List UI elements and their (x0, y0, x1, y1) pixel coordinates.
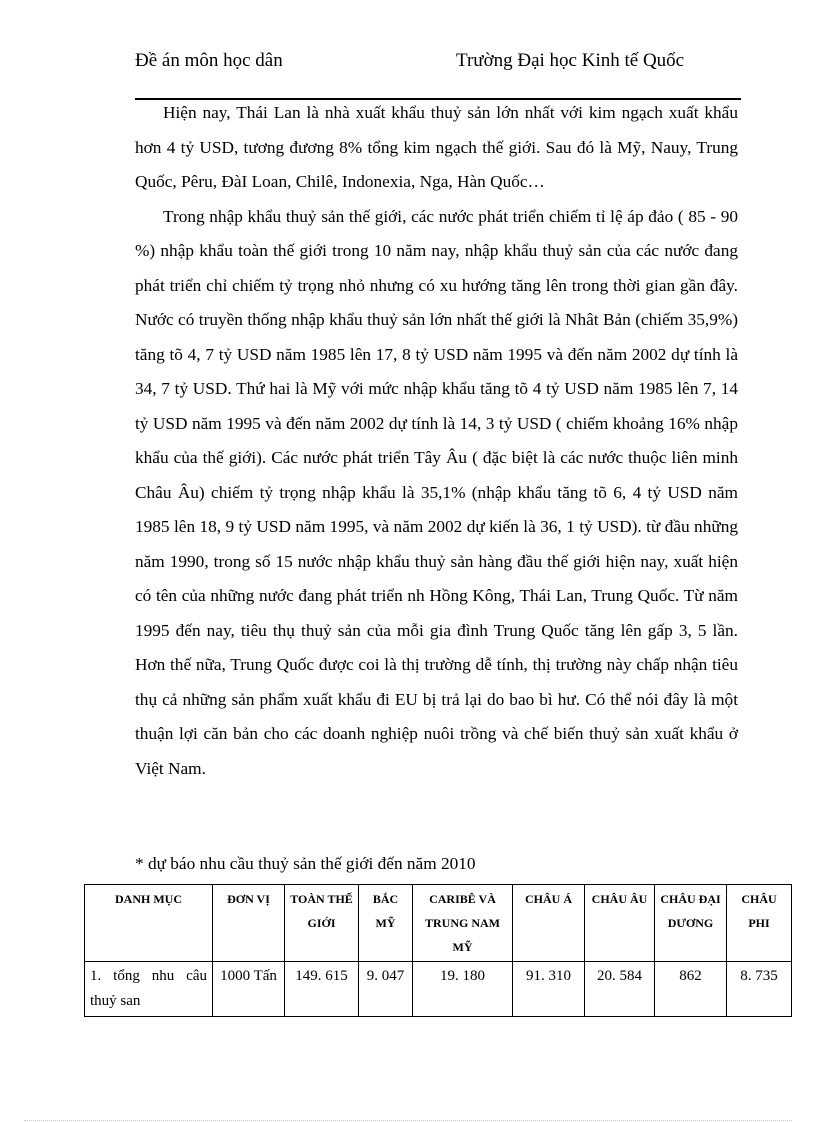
column-header: CHÂU ÂU (585, 885, 655, 962)
column-header: DANH MỤC (85, 885, 213, 962)
column-header: CHÂU Á (513, 885, 585, 962)
column-header: CARIBÊ VÀ TRUNG NAM MỸ (413, 885, 513, 962)
header-university-name: Trường Đại học Kinh tế Quốc (456, 50, 685, 71)
body-text (135, 96, 738, 786)
column-header: ĐƠN VỊ (213, 885, 285, 962)
column-header: BẮC MỸ (359, 885, 413, 962)
forecast-note: * dự báo nhu cầu thuỷ sản thế giới đến năm 2010 (135, 854, 476, 873)
table-cell: 9. 047 (359, 962, 413, 1017)
header-course-title: Đề án môn học dân (135, 50, 283, 71)
paragraph-imports: Trong nhập khẩu thuỷ sản thế giới, các nước phát triển chiếm tỉ lệ áp đảo ( 85 - 90 %) nhập khẩu toàn thế giới trong 10 năm nay, nhập khẩu thuỷ sản của các nước đang phát triển chỉ chiếm tỷ trọng nhỏ nhưng có xu hướng tăng lên trong thời gian gần đây. Nước có truyền thống nhập khẩu thuỷ sản lớn nhất thế giới là Nhât Bản (chiếm 35,9%) tăng tõ 4, 7 tỷ USD năm 1985 lên 17, 8 tỷ USD năm 1995 và đến năm 2002 dự tính là 34, 7 tỷ USD. Thứ hai là Mỹ với mức nhập khẩu tăng tõ 4 tỷ USD năm 1985 lên 7, 14 tỷ USD năm 1995 và đến năm 2002 dự tính là 14, 3 tỷ USD ( chiếm khoảng 16% nhập khẩu của thế giới). Các nước phát triển Tây Âu ( đặc biệt là các nước thuộc liên minh Châu Âu) chiếm tỷ trọng nhập khẩu là 35,1% (nhập khẩu tăng tõ 6, 4 tỷ USD năm 1985 lên 18, 9 tỷ USD năm 1995, và năm 2002 dự kiến là 36, 1 tỷ USD). từ đầu những năm 1990, trong số 15 nước nhập khẩu thuỷ sản hàng đầu thế giới hiện nay, xuất hiện có tên của những nước đang phát triển nh Hồng Kông, Thái Lan, Trung Quốc. Từ năm 1995 đến nay, tiêu thụ thuỷ sản của mỗi gia đình Trung Quốc tăng lên gấp 3, 5 lần. Hơn thế nữa, Trung Quốc được coi là thị trường dễ tính, thị trường này chấp nhận tiêu thụ cả những sản phẩm xuất khẩu đi EU bị trả lại do bao bì hư. Có thể nói đây là một thuận lợi căn bản cho các doanh nghiệp nuôi trồng và chế biến thuỷ sản xuất khẩu ở Việt Nam. (135, 206, 738, 778)
table-cell: 862 (655, 962, 727, 1017)
column-header: CHÂU PHI (727, 885, 792, 962)
table-cell: 8. 735 (727, 962, 792, 1017)
table-cell: 20. 584 (585, 962, 655, 1017)
table-cell: 149. 615 (285, 962, 359, 1017)
table-cell: 1. tổng nhu câu thuỷ san (85, 962, 213, 1017)
page-header (135, 48, 741, 98)
paragraph-exports: Hiện nay, Thái Lan là nhà xuất khẩu thuỷ sản lớn nhất với kim ngạch xuất khẩu hơn 4 tỷ USD, tương đương 8% tổng kim ngạch thế giới. Sau đó là Mỹ, Nauy, Trung Quốc, Pêru, ĐàI Loan, Chilê, Indonexia, Nga, Hàn Quốc… (135, 103, 738, 191)
table-cell: 1000 Tấn (213, 962, 285, 1017)
table-row (85, 962, 792, 1017)
page-bottom-rule (24, 1120, 792, 1121)
table-header-row (85, 885, 792, 962)
table-cell: 19. 180 (413, 962, 513, 1017)
table-cell: 91. 310 (513, 962, 585, 1017)
column-header: TOÀN THẾ GIỚI (285, 885, 359, 962)
column-header: CHÂU ĐẠI DƯƠNG (655, 885, 727, 962)
demand-forecast-table (84, 884, 792, 1017)
